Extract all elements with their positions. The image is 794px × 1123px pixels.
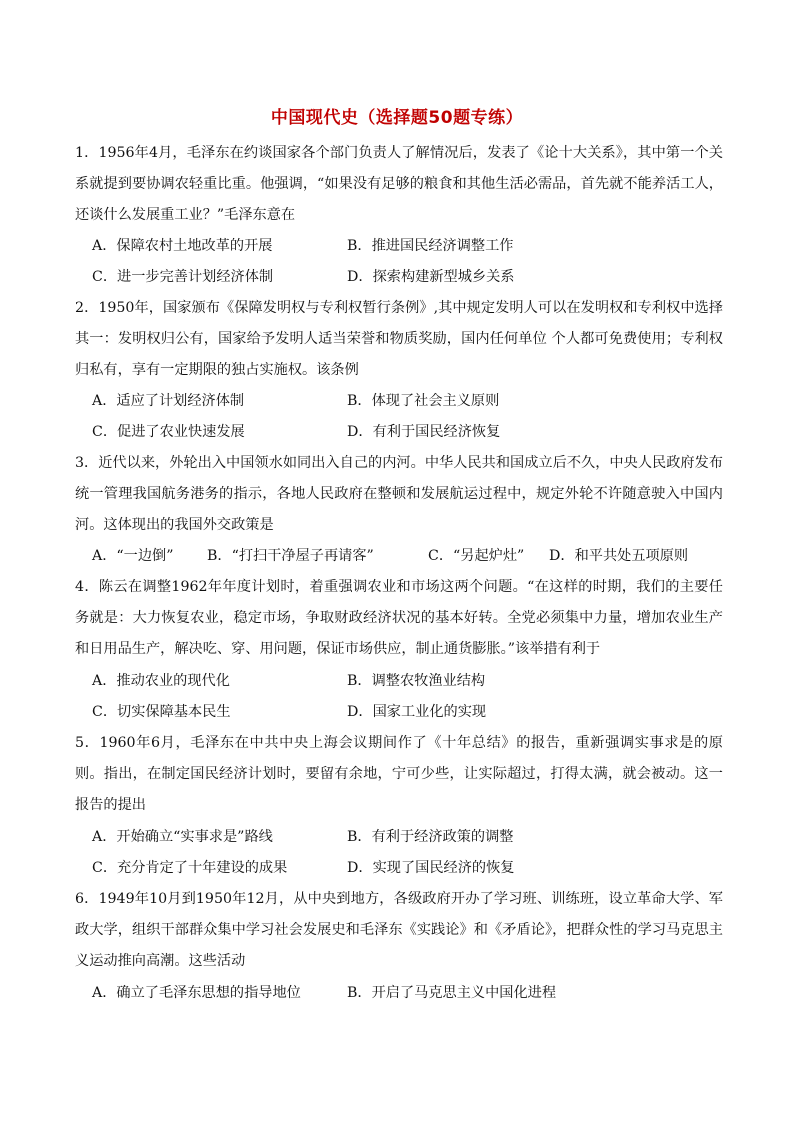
question-2-option-b: B．体现了社会主义原则 bbox=[347, 393, 500, 409]
question-6-option-b: B．开启了马克思主义中国化进程 bbox=[347, 985, 557, 1001]
question-5-option-b: B．有利于经济政策的调整 bbox=[347, 829, 514, 845]
question-1-option-a: A．保障农村土地改革的开展 bbox=[92, 238, 273, 254]
question-2-stem: 2．1950年，国家颁布《保障发明权与专利权暂行条例》,其中规定发明人可以在发明权和专利权中选择其一：发明权归公有，国家给予发明人适当荣誉和物质奖励，国内任何单位 个人都可免费使用；专利权归私有，享有一定期限的独占实施权。该条例 bbox=[75, 300, 723, 378]
question-3-options bbox=[92, 541, 712, 572]
question-5-option-c: C．充分肯定了十年建设的成果 bbox=[92, 860, 288, 876]
question-4-option-b: B．调整农牧渔业结构 bbox=[347, 673, 486, 689]
question-4-stem: 4．陈云在调整1962年年度计划时，着重强调农业和市场这两个问题。“在这样的时期，我们的主要任务就是：大力恢复农业，稳定市场，争取财政经济状况的基本好转。全党必须集中力量，增加农业生产和日用品生产，解决吃、穿、用问题，保证市场供应，制止通货膨胀。”该举措有利于 bbox=[75, 579, 723, 657]
question-2-options bbox=[92, 386, 712, 448]
question-4-options bbox=[92, 666, 712, 728]
question-1-options bbox=[92, 231, 712, 293]
question-1-option-b: B．推进国民经济调整工作 bbox=[347, 238, 514, 254]
question-3-option-b: B．“打扫干净屋子再请客” bbox=[207, 548, 374, 564]
question-5-stem: 5．1960年6月，毛泽东在中共中央上海会议期间作了《十年总结》的报告，重新强调实事求是的原则。指出，在制定国民经济计划时，要留有余地，宁可少些，让实际超过，打得太满，就会被动。这一报告的提出 bbox=[75, 735, 723, 813]
question-5-options bbox=[92, 822, 712, 884]
question-2-option-d: D．有利于国民经济恢复 bbox=[347, 424, 501, 440]
document-title: 中国现代史（选择题50题专练） bbox=[270, 108, 524, 128]
question-5-option-a: A．开始确立“实事求是”路线 bbox=[92, 829, 273, 845]
question-6-option-a: A．确立了毛泽东思想的指导地位 bbox=[92, 985, 301, 1001]
question-6-options bbox=[92, 978, 712, 1009]
question-3-option-c: C．“另起炉灶” bbox=[428, 548, 525, 564]
question-4-option-c: C．切实保障基本民生 bbox=[92, 704, 231, 720]
question-4-option-d: D．国家工业化的实现 bbox=[347, 704, 487, 720]
question-3-option-d: D．和平共处五项原则 bbox=[549, 548, 689, 564]
question-2-option-c: C．促进了农业快速发展 bbox=[92, 424, 245, 440]
question-3-stem: 3．近代以来，外轮出入中国领水如同出入自己的内河。中华人民共和国成立后不久，中央人民政府发布统一管理我国航务港务的指示，各地人民政府在整顿和发展航运过程中，规定外轮不许随意驶入中国内河。这体现出的我国外交政策是 bbox=[75, 455, 723, 533]
question-6-stem: 6．1949年10月到1950年12月，从中央到地方，各级政府开办了学习班、训练班，设立革命大学、军政大学，组织干部群众集中学习社会发展史和毛泽东《实践论》和《矛盾论》，把群众性的学习马克思主义运动推向高潮。这些活动 bbox=[75, 891, 723, 969]
question-1-stem: 1．1956年4月，毛泽东在约谈国家各个部门负责人了解情况后，发表了《论十大关系》，其中第一个关系就提到要协调农轻重比重。他强调，“如果没有足够的粮食和其他生活必需品，首先就不能养活工人，还谈什么发展重工业？”毛泽东意在 bbox=[75, 145, 723, 223]
question-1-option-d: D．探索构建新型城乡关系 bbox=[347, 269, 515, 285]
question-1-option-c: C．进一步完善计划经济体制 bbox=[92, 269, 274, 285]
question-5-option-d: D．实现了国民经济的恢复 bbox=[347, 860, 515, 876]
question-2-option-a: A．适应了计划经济体制 bbox=[92, 393, 245, 409]
question-4-option-a: A．推动农业的现代化 bbox=[92, 673, 230, 689]
question-3-option-a: A．“一边倒” bbox=[92, 548, 174, 564]
